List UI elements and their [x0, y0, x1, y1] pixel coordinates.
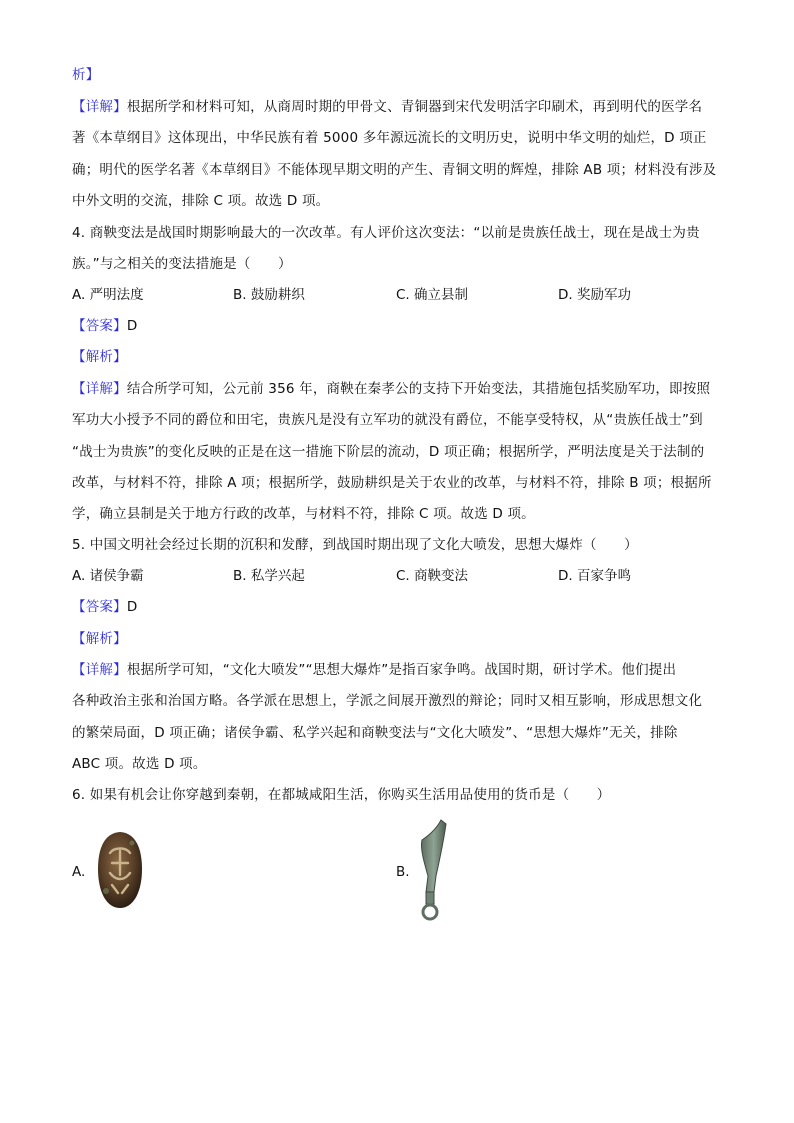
detail-text: 根据所学和材料可知，从商周时期的甲骨文、青铜器到宋代发明活字印刷术，再到明代的医学名 [126, 99, 703, 115]
detail-5-line-4: ABC 项。故选 D 项。 [72, 756, 207, 772]
q5-option-c: C. 商鞅变法 [396, 568, 469, 584]
detail-line-3: 确；明代的医学名著《本草纲目》不能体现早期文明的产生、青铜文明的辉煌，排除 AB 项；材料没有涉及 [72, 162, 717, 178]
detail-text: 结合所学可知，公元前 356 年，商鞅在秦孝公的支持下开始变法，其措施包括奖励军功，即按照 [126, 381, 711, 397]
detail-5-line-1 [72, 661, 676, 679]
analysis-tag: 【解析】 [72, 631, 127, 647]
q6-option-b-label: B. [396, 864, 410, 880]
analysis-4 [72, 348, 127, 366]
q5-option-d: D. 百家争鸣 [558, 568, 631, 584]
question-4-line-2: 族。”与之相关的变法措施是（ ） [72, 256, 292, 272]
q5-option-a: A. 诸侯争霸 [72, 568, 144, 584]
ant-nose-coin-image [96, 829, 144, 911]
q5-option-b: B. 私学兴起 [233, 568, 305, 584]
question-6: 6. 如果有机会让你穿越到秦朝，在都城咸阳生活，你购买生活用品使用的货币是（ ） [72, 787, 611, 803]
answer-value: D [126, 599, 138, 615]
detail-4-line-5: 学，确立县制是关于地方行政的改革，与材料不符，排除 C 项。故选 D 项。 [72, 506, 535, 522]
q4-option-c: C. 确立县制 [396, 287, 469, 303]
q4-option-b: B. 鼓励耕织 [233, 287, 305, 303]
detail-line-2: 著《本草纲目》这体现出，中华民族有着 5000 多年源远流长的文明历史，说明中华文明的灿烂，D 项正 [72, 130, 707, 146]
answer-4 [72, 317, 137, 335]
detail-tag: 【详解】 [72, 381, 127, 397]
detail-line-1 [72, 98, 702, 116]
detail-text: 根据所学可知，“文化大喷发”“思想大爆炸”是指百家争鸣。战国时期，研讨学术。他们提出 [126, 662, 677, 678]
answer-value: D [126, 318, 138, 334]
analysis-5 [72, 630, 127, 648]
question-4-line-1: 4. 商鞅变法是战国时期影响最大的一次改革。有人评价这次变法：“以前是贵族任战士，现在是战士为贵 [72, 225, 700, 241]
detail-5-line-3: 的繁荣局面，D 项正确；诸侯争霸、私学兴起和商鞅变法与“文化大喷发”、“思想大爆炸”无关，排除 [72, 725, 678, 741]
detail-tag: 【详解】 [72, 99, 127, 115]
question-5: 5. 中国文明社会经过长期的沉积和发酵，到战国时期出现了文化大喷发，思想大爆炸（ ） [72, 537, 638, 553]
q6-option-a-label: A. [72, 864, 86, 880]
q4-option-d: D. 奖励军功 [558, 287, 631, 303]
analysis-tag: 【解析】 [72, 349, 127, 365]
analysis-tag: 析】 [72, 67, 100, 83]
detail-4-line-4: 改革，与材料不符，排除 A 项；根据所学，鼓励耕织是关于农业的改革，与材料不符，排除 B 项；根据所 [72, 475, 712, 491]
knife-coin-image [414, 818, 448, 922]
detail-5-line-2: 各种政治主张和治国方略。各学派在思想上，学派之间展开激烈的辩论；同时又相互影响，形成思想文化 [72, 693, 703, 709]
line-1 [72, 66, 99, 84]
answer-tag: 【答案】 [72, 318, 127, 334]
answer-tag: 【答案】 [72, 599, 127, 615]
detail-4-line-2: 军功大小授予不同的爵位和田宅，贵族凡是没有立军功的就没有爵位，不能享受特权，从“贵族任战士”到 [72, 412, 703, 428]
detail-4-line-3: “战士为贵族”的变化反映的正是在这一措施下阶层的流动，D 项正确；根据所学，严明法度是关于法制的 [72, 444, 705, 460]
answer-5 [72, 598, 137, 616]
q4-option-a: A. 严明法度 [72, 287, 144, 303]
detail-4-line-1 [72, 380, 710, 398]
detail-line-4: 中外文明的交流，排除 C 项。故选 D 项。 [72, 193, 330, 209]
detail-tag: 【详解】 [72, 662, 127, 678]
